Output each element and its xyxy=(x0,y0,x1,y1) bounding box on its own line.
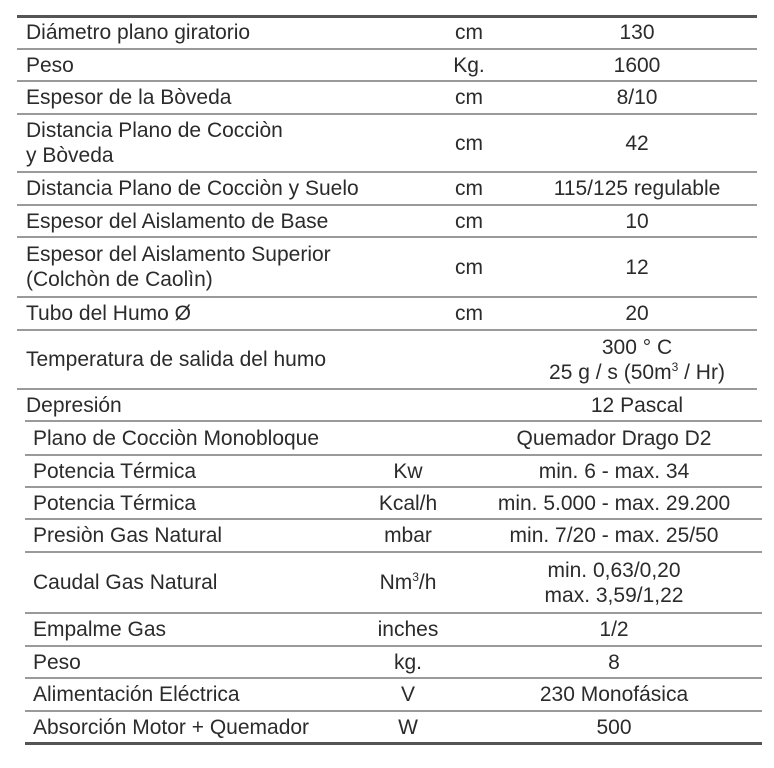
row-label-line: Espesor del Aislamento Superior xyxy=(26,243,331,266)
row-value xyxy=(487,298,774,329)
row-label-line: Espesor del Aislamento de Base xyxy=(26,209,329,233)
row-unit: Kw xyxy=(393,459,423,483)
row-label xyxy=(33,488,196,518)
row-label-line: Depresión xyxy=(26,393,122,417)
row-value-line: min. 7/20 - max. 25/50 xyxy=(509,524,719,547)
row-value-line: 130 xyxy=(619,21,655,44)
row-unit: inches xyxy=(377,618,439,641)
row-label-line: Presiòn Gas Natural xyxy=(33,524,223,547)
row-value-line: 8/10 xyxy=(616,86,658,109)
row-value xyxy=(487,206,774,236)
row-unit: W xyxy=(398,715,418,739)
row-label xyxy=(26,390,122,420)
row-label-line: y Bòveda xyxy=(26,144,114,167)
row-label xyxy=(26,298,191,329)
row-value-line: min. 5.000 - max. 29.200 xyxy=(497,491,731,515)
row-label-line: Temperatura de salida del humo xyxy=(26,348,327,371)
row-label xyxy=(33,553,217,612)
row-label xyxy=(33,422,319,454)
row-label-line: Potencia Térmica xyxy=(33,491,197,515)
row-unit: Kcal/h xyxy=(378,491,438,515)
row-unit: cm xyxy=(455,131,483,155)
row-label xyxy=(26,173,359,204)
row-label xyxy=(33,614,166,645)
row-value-line: 8 xyxy=(608,650,620,674)
row-label-line: Peso xyxy=(33,650,81,674)
row-value xyxy=(487,331,774,388)
row-unit: Nm$^3$/h xyxy=(379,570,437,594)
row-label xyxy=(26,17,250,48)
row-value xyxy=(487,82,774,113)
row-value xyxy=(464,647,764,677)
row-label-line: Potencia Térmica xyxy=(33,459,197,483)
row-value xyxy=(487,50,774,80)
row-unit: cm xyxy=(455,255,483,279)
row-label xyxy=(26,238,331,296)
row-label xyxy=(33,712,309,742)
row-label-line: Plano de Cocciòn Monobloque xyxy=(33,426,320,450)
row-label xyxy=(26,115,283,171)
row-value-line: 12 Pascal xyxy=(590,393,684,417)
row-value xyxy=(464,456,764,486)
row-value xyxy=(464,712,764,742)
row-value-line: 1/2 xyxy=(599,618,629,641)
row-value xyxy=(464,488,764,518)
row-label-line: Alimentación Eléctrica xyxy=(33,683,240,706)
row-label xyxy=(33,520,222,551)
row-unit: V xyxy=(400,683,415,706)
row-value-line: 42 xyxy=(625,131,649,155)
row-label-line: Diámetro plano giratorio xyxy=(26,21,251,44)
row-value-line: 25 g / s $(50m^3 / Hr)$ xyxy=(549,359,725,384)
row-label xyxy=(26,82,231,113)
row-label xyxy=(33,456,196,486)
row-unit: mbar xyxy=(384,524,432,547)
row-value-line: 230 Monofásica xyxy=(539,683,689,706)
row-value xyxy=(487,173,774,204)
row-value-line: 12 xyxy=(625,255,649,279)
row-label-line: Peso xyxy=(26,53,74,77)
row-value-line: min. 0,63/0,20 xyxy=(547,558,681,582)
row-value-line: Quemador Drago D2 xyxy=(516,426,712,450)
row-label xyxy=(26,206,328,236)
row-value xyxy=(487,238,774,296)
row-label-line: Absorción Motor + Quemador xyxy=(33,715,310,739)
row-label-line: (Colchòn de Caolìn) xyxy=(26,268,213,291)
row-label-line: Tubo del Humo Ø xyxy=(26,302,191,325)
row-label xyxy=(26,50,74,80)
row-value xyxy=(487,115,774,171)
row-unit: kg. xyxy=(393,650,422,674)
row-value-line: 1600 xyxy=(613,53,661,77)
row-label-line: Caudal Gas Natural xyxy=(33,571,218,594)
row-value-line: max. 3,59/1,22 xyxy=(544,583,684,607)
row-value-line: 500 xyxy=(596,715,632,739)
row-unit: cm xyxy=(455,177,483,200)
row-value xyxy=(487,17,774,48)
row-value xyxy=(464,422,764,454)
row-label-line: Distancia Plano de Cocciòn xyxy=(26,119,283,142)
table-bottom-rule xyxy=(25,742,762,745)
row-value xyxy=(464,614,764,645)
row-value-line: min. 6 - max. 34 xyxy=(538,459,690,483)
row-value xyxy=(464,520,764,551)
row-value-line: 115/125 regulable xyxy=(553,177,721,200)
row-value xyxy=(487,390,774,420)
row-label-line: Distancia Plano de Cocciòn y Suelo xyxy=(26,177,359,200)
row-unit xyxy=(348,422,468,454)
row-value-line: 20 xyxy=(625,302,649,325)
row-value-line: 10 xyxy=(625,209,649,233)
row-value xyxy=(464,553,764,612)
row-value-line: 300 ° C xyxy=(601,335,673,359)
row-unit: cm xyxy=(455,302,483,325)
row-label-line: Empalme Gas xyxy=(33,618,167,641)
row-label-line: Espesor de la Bòveda xyxy=(26,86,232,109)
row-unit: cm xyxy=(455,21,483,44)
row-label xyxy=(26,331,326,388)
row-unit: cm xyxy=(455,86,483,109)
row-unit: Kg. xyxy=(453,53,485,77)
row-unit: cm xyxy=(455,209,483,233)
row-label xyxy=(33,647,81,677)
row-value xyxy=(464,679,764,710)
row-label xyxy=(33,679,240,710)
